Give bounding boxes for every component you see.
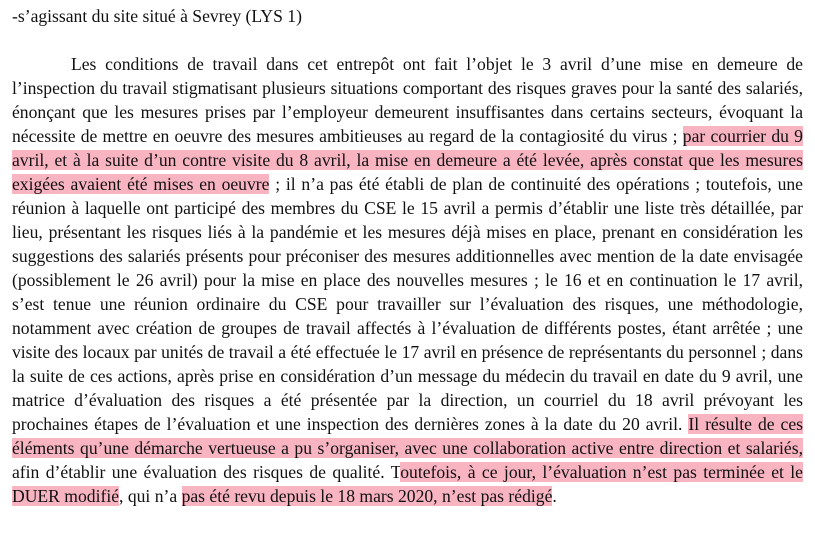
paragraph-text-1: Les conditions de travail dans cet entrepôt ont fait l’objet le 3 avril d’une mise en demeure de l’inspection du travail stigmatisant plusieurs situations comportant des risques graves pour la santé des salariés, énonçant que les mesures prises par l’employeur demeurent insuffisantes dans certains secteurs, évoquant la nécessite de mettre en oeuvre des mesures ambitieuses au regard de la contagiosité du virus ; [12,54,803,146]
paragraph-text-3: afin d’établir une évaluation des risques de qualité. T [12,462,401,482]
paragraph-text-5: . [552,486,557,506]
highlighted-text-1: par courrier du 9 avril, et à la suite d’un contre visite du 8 avril, la mise en demeure a été levée, après constat que les mesures exigées avaient été mises en oeuvre [12,126,803,194]
paragraph-text-4: , qui n’a [119,486,182,506]
highlighted-text-4: pas été revu depuis le 18 mars 2020, n’est pas rédigé [181,486,553,506]
highlighted-text-3: outefois, à ce jour, l’évaluation n’est pas terminée et le DUER modifié [12,462,803,506]
body-paragraph [12,52,803,508]
section-heading: -s’agissant du site situé à Sevrey (LYS 1) [12,6,302,26]
paragraph-text-2: ; il n’a pas été établi de plan de continuité des opérations ; toutefois, une réunion à laquelle ont participé des membres du CSE le 15 avril a permis d’établir une liste très détaillée, par lieu, présentant les risques liés à la pandémie et les mesures déjà mises en place, prenant en considération les suggestions des salariés présents pour préconiser des mesures additionnelles avec mention de la date envisagée (possiblement le 26 avril) pour la mise en place des nouvelles mesures ; le 16 et en continuation le 17 avril, s’est tenue une réunion ordinaire du CSE pour travailler sur l’évaluation des risques, une méthodologie, notamment avec création de groupes de travail affectés à l’évaluation de différents postes, étant arrêtée ; une visite des locaux par unités de travail a été effectuée le 17 avril en présence de représentants du personnel ; dans la suite de ces actions, après prise en considération d’un message du médecin du travail en date du 9 avril, une matrice d’évaluation des risques a été présentée par la direction, un courriel du 18 avril prévoyant les prochaines étapes de l’évaluation et une inspection des dernières zones à la date du 20 avril. [12,174,803,434]
paragraph-spacer [12,28,803,52]
highlighted-text-2: Il résulte de ces éléments qu’une démarche vertueuse a pu s’organiser, avec une collaboration active entre direction et salariés, [12,414,803,458]
